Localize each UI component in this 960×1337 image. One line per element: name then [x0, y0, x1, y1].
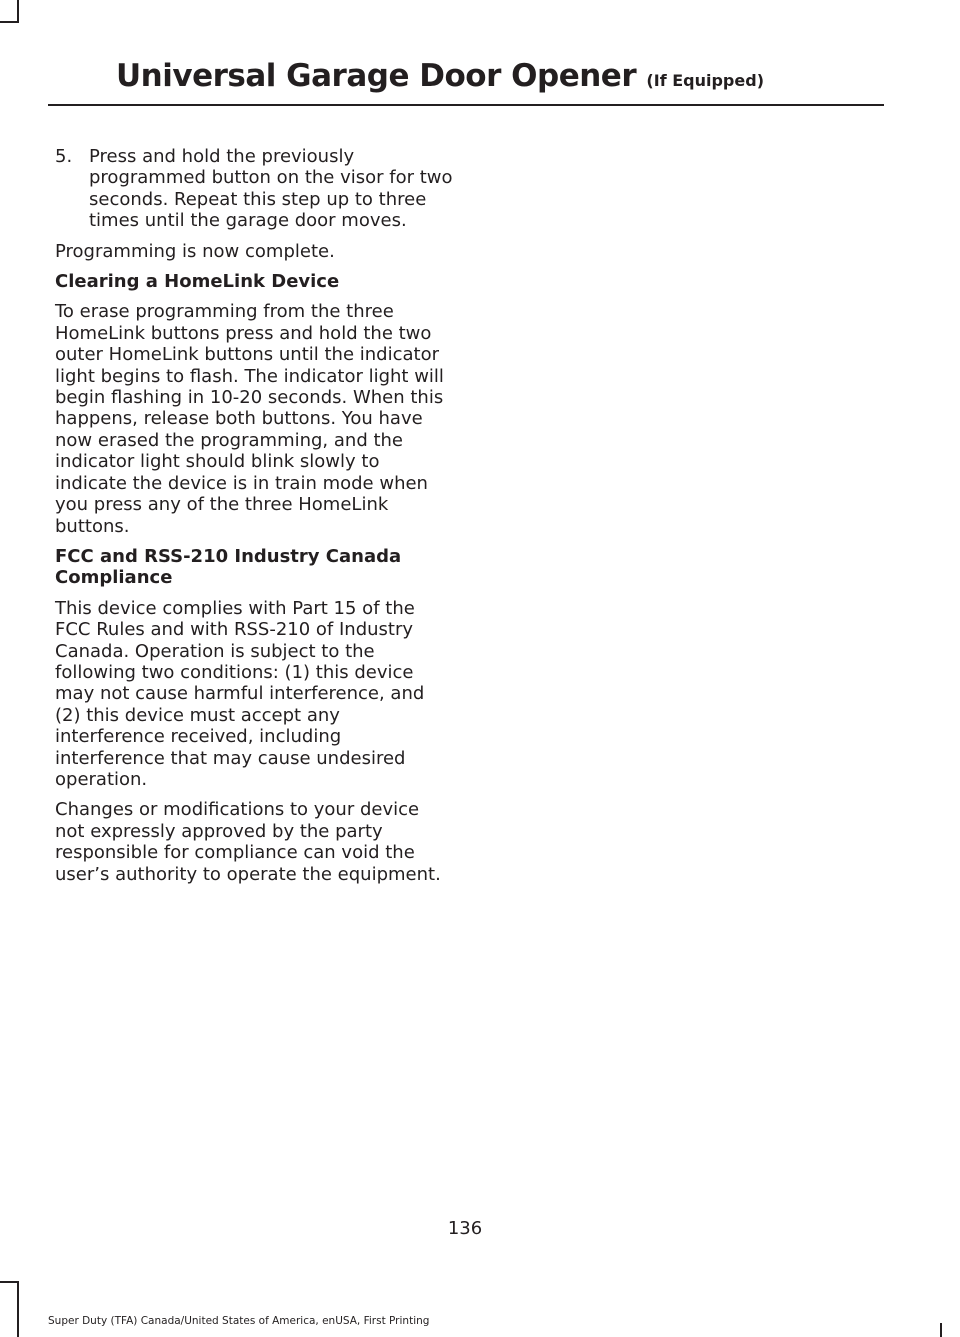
changes-paragraph: Changes or modifications to your device not expressly approved by the party responsible for compliance can void the user’s authority to operate the equipment. — [55, 799, 441, 885]
header-subtitle: (If Equipped) — [646, 71, 764, 90]
clearing-heading: Clearing a HomeLink Device — [55, 271, 340, 293]
footer-edition-text: Super Duty (TFA) Canada/United States of America, enUSA, First Printing — [48, 1315, 430, 1327]
clearing-paragraph: To erase programming from the three HomeLink buttons press and hold the two outer HomeLink buttons until the indicator light begins to flash. The indicator light will begin flashing in 10-20 seconds. When this happens, release both buttons. You have now erased the programming, and the indicator light should blink slowly to indicate the device is in train mode when you press any of the three HomeLink buttons. — [55, 301, 444, 537]
step-5 — [55, 146, 453, 232]
header-rule — [48, 104, 884, 106]
fcc-heading: FCC and RSS-210 Industry Canada Compliance — [55, 545, 402, 589]
page-content — [55, 146, 453, 894]
programming-complete-text: Programming is now complete. — [55, 240, 335, 262]
crop-mark-top-left-vertical — [17, 0, 19, 22]
crop-mark-bottom-left-vertical — [17, 1281, 19, 1337]
page-number: 136 — [447, 1218, 483, 1239]
crop-mark-top-left-horizontal — [0, 21, 19, 23]
crop-mark-bottom-right-vertical — [940, 1323, 942, 1337]
page-header-title — [116, 58, 764, 94]
header-title-text: Universal Garage Door Opener — [116, 58, 637, 94]
step-number: 5. — [55, 146, 73, 167]
crop-mark-bottom-left-horizontal — [0, 1281, 19, 1283]
fcc-paragraph: This device complies with Part 15 of the FCC Rules and with RSS-210 of Industry Canada. Operation is subject to the following two conditions: (1) this device may not cause harmful interference, and (2) this device must accept any interference received, including interference that may cause undesired operation. — [55, 597, 425, 790]
step-text: Press and hold the previously programmed button on the visor for two seconds. Repeat this step up to three times until the garage door moves. — [89, 146, 453, 232]
